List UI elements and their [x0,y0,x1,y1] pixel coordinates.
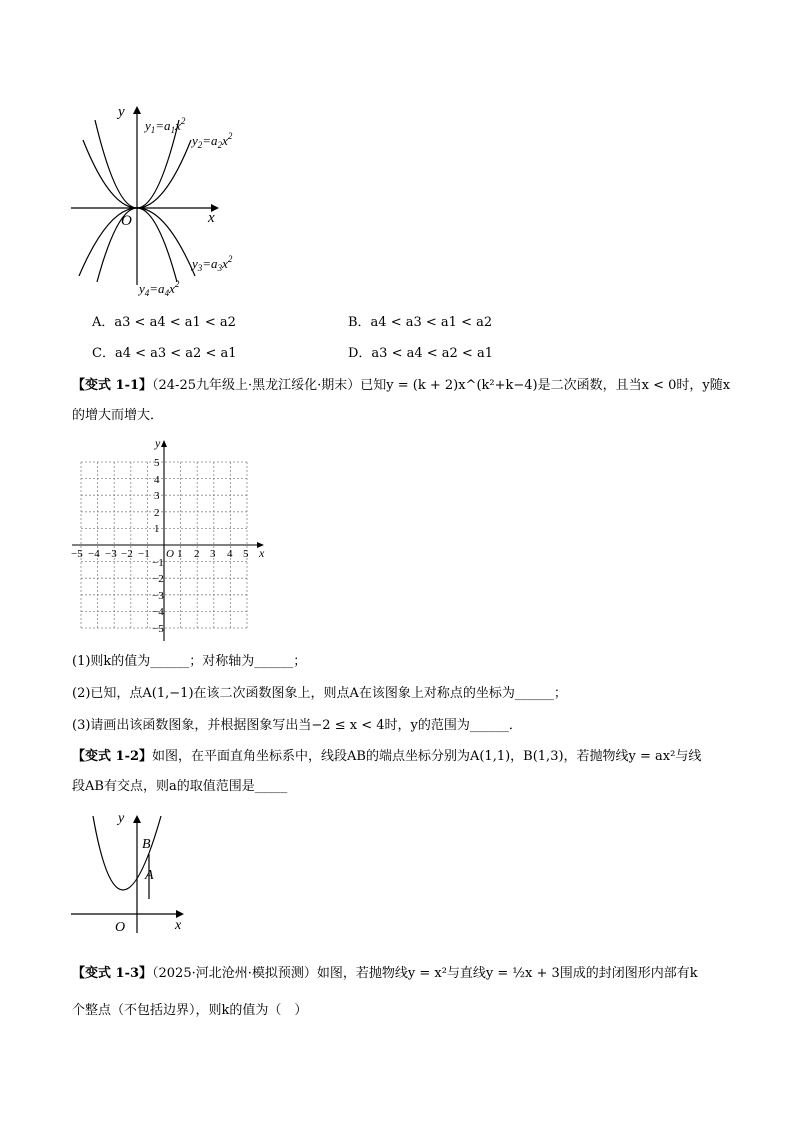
q11-source: （24-25九年级上·黑龙江绥化·期末） [152,378,361,393]
y-axis-arrow-icon [133,106,141,114]
y-tick: 5 [154,457,160,469]
x-tick: 2 [194,548,200,560]
option-a[interactable]: A．a3 < a4 < a1 < a2 [92,315,236,330]
fig2-origin-label: O [115,920,126,935]
fig2-y-label: y [118,811,125,826]
x-tick: −1 [138,548,150,560]
x-tick: −2 [121,548,133,560]
q13-line1 [72,964,698,984]
x-tick: 1 [177,548,183,560]
y-tick: 3 [154,490,160,502]
grid-origin-label: O [166,548,174,560]
option-b[interactable]: B．a4 < a3 < a1 < a2 [348,315,493,330]
x-tick: 3 [210,548,216,560]
q11-sub3: (3)请画出该函数图象，并根据图象写出当−2 ≤ x < 4时，y的范围为______． [72,718,522,733]
q13-source: （2025·河北沧州·模拟预测） [152,966,317,981]
grid-y-ticks [152,457,164,635]
x-tick: −4 [88,548,100,560]
grid-x-label: x [259,546,265,560]
x-tick: 5 [243,548,249,560]
option-c[interactable]: C．a4 < a3 < a2 < a1 [92,346,237,361]
y-tick: −4 [152,606,164,618]
x-tick: −5 [71,548,83,560]
q11-tag: 【变式 1-1】 [72,378,153,393]
q11-stem-line1: 已知y = (k + 2)x^(k²+k−4)是二次函数，且当x < 0时，y随x [360,378,731,393]
y-tick: −3 [152,590,164,602]
y-tick: 1 [154,523,160,535]
y-tick: −5 [152,623,164,635]
origin-label: O [121,213,132,229]
y-tick: 2 [154,507,160,519]
q13-stem-line1: 如图，若抛物线y = x²与直线y = ½x + 3围成的封闭图形内部有k [316,966,698,981]
fig2-x-label: x [175,918,182,933]
label-y1: $y_1=a_1x^2$ [145,116,186,135]
label-y3: $y_3=a_3x^2$ [192,254,233,273]
label-y4: $y_4=a_4x^2$ [139,279,180,298]
q11-sub1: (1)则k的值为______；对称轴为______； [72,654,307,669]
parabolas-figure [65,100,265,300]
label-y2: $y_2=a_2x^2$ [192,131,233,150]
y-tick: −1 [152,557,164,569]
y-tick: 4 [154,474,160,486]
q11-stem-line2: 的增大而增大． [72,408,164,423]
q11-sub2: (2)已知，点A(1,−1)在该二次函数图象上，则点A在该图象上对称点的坐标为______； [72,686,567,701]
y-axis-label: y [118,104,125,120]
x-tick: −3 [105,548,117,560]
q12-tag: 【变式 1-2】 [72,749,153,764]
coordinate-grid [68,436,278,642]
grid-y-label: y [155,436,161,450]
fig2-y-arrow-icon [133,815,141,823]
grid-y-arrow-icon [161,440,167,447]
point-a-label: A [145,868,154,883]
q12-line1 [72,747,701,767]
option-d[interactable]: D．a3 < a4 < a2 < a1 [348,346,493,361]
x-tick: 4 [227,548,233,560]
q13-tag: 【变式 1-3】 [72,966,153,981]
point-b-label: B [142,837,151,852]
fig2-x-arrow-icon [176,910,184,918]
parabola-segment-figure [65,806,195,936]
q12-stem-line1: 如图，在平面直角坐标系中，线段AB的端点坐标分别为A(1,1)，B(1,3)，若抛物线y = ax²与线 [152,749,702,764]
q12-stem-line2: 段AB有交点，则a的取值范围是_____ [72,779,288,794]
q13-stem-line2: 个整点（不包括边界），则k的值为（ ） [72,1003,308,1018]
q11-line1 [72,376,730,396]
y-tick: −2 [152,573,164,585]
x-axis-label: x [208,210,215,226]
